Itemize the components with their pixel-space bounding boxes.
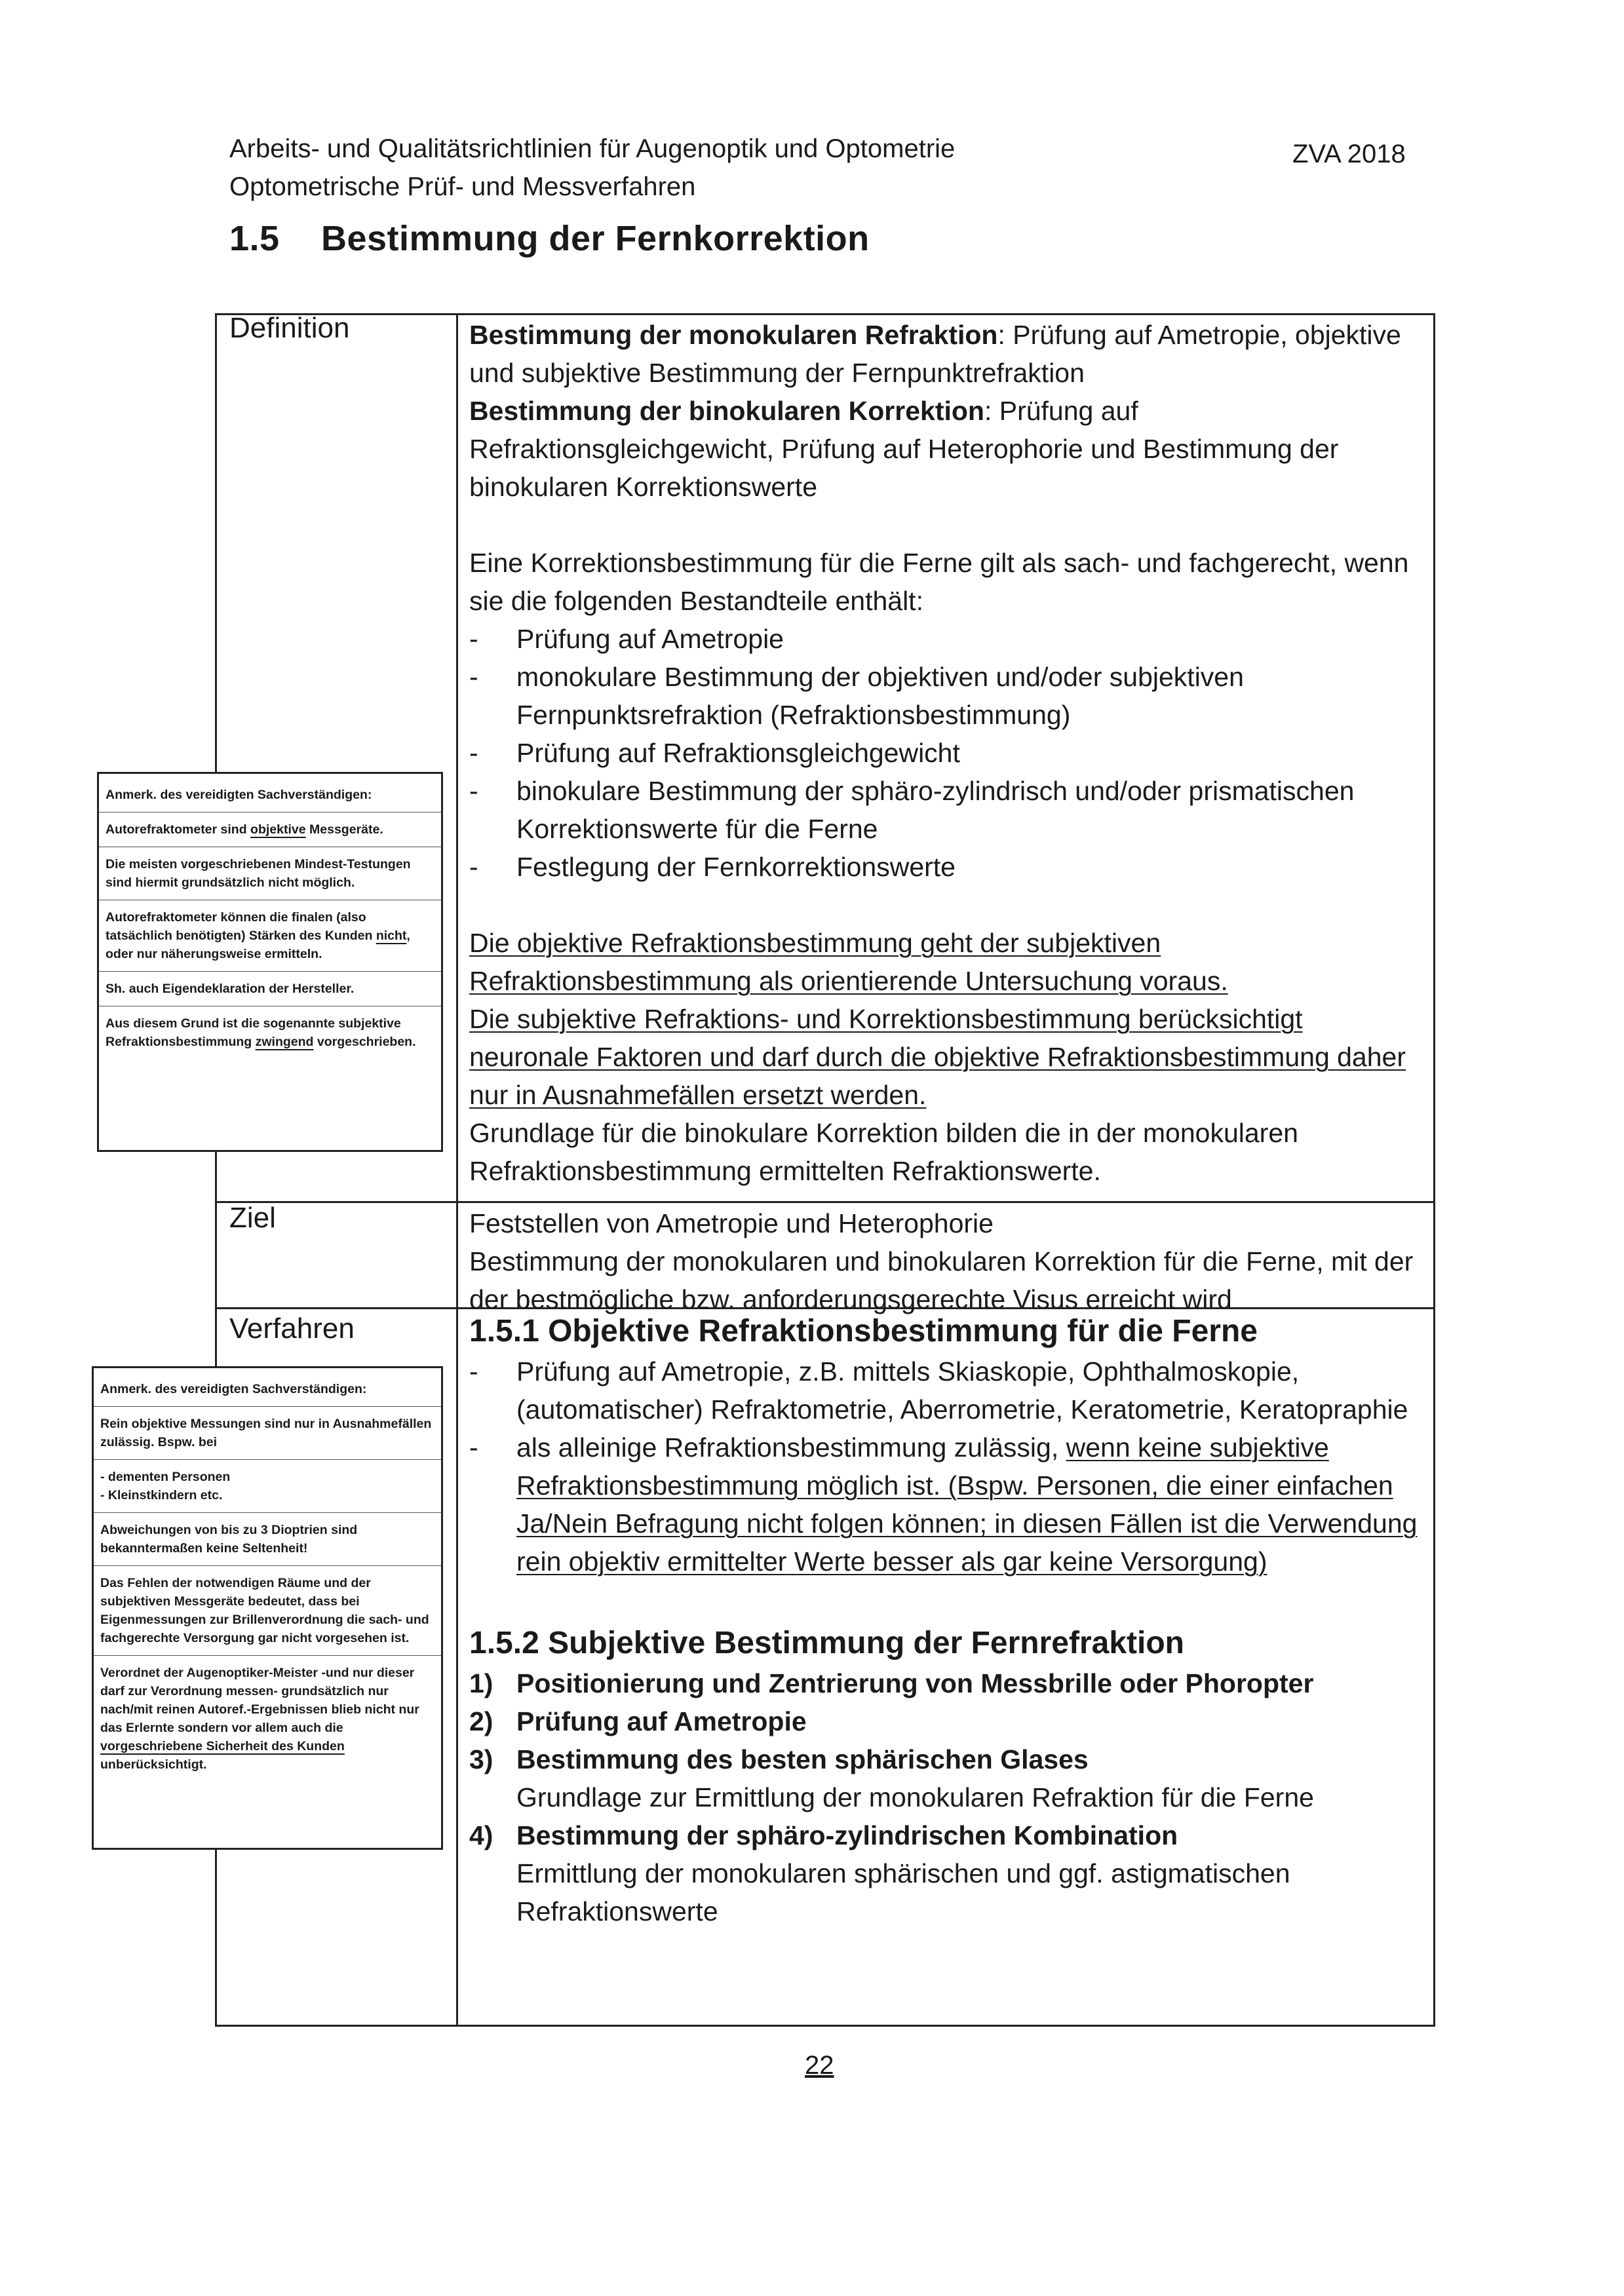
table-bottom-border <box>215 2025 1435 2027</box>
verfahren-bullet-2-underlined: wenn keine subjektive Refraktionsbestimmung möglich ist. (Bspw. Personen, die einer einfachen Ja/Nein Befragung nicht folgen können; in diesen Fällen ist die Verwendung rein objektiv ermittelter Werte besser als gar keine Versorgung) <box>516 1432 1418 1577</box>
verfahren-bullet-2-text: als alleinige Refraktionsbestimmung zulässig, <box>516 1432 1066 1463</box>
header-title: Arbeits- und Qualitätsrichtlinien für Augenoptik und Optometrie <box>229 134 956 163</box>
header-version: ZVA 2018 <box>1292 140 1406 168</box>
verfahren-content <box>469 1311 1420 1930</box>
definition-closing: Grundlage für die binokulare Korrektion bilden die in der monokularen Refraktionsbestimmung ermittelten Refraktionswerte. <box>469 1118 1298 1186</box>
definition-underlined-subjective: Die subjektive Refraktions- und Korrektionsbestimmung berücksichtigt neuronale Faktoren und darf durch die objektive Refraktionsbestimmung daher nur in Ausnahmefällen ersetzt werden. <box>469 1004 1406 1110</box>
heading-subjective: 1.5.2 Subjektive Bestimmung der Fernrefraktion <box>469 1626 1184 1660</box>
note2-heading: Anmerk. des vereidigten Sachverständigen: <box>100 1382 367 1396</box>
step-number: 3) <box>469 1744 493 1774</box>
definition-bullet-text: monokulare Bestimmung der objektiven und/oder subjektiven Fernpunktsrefraktion (Refraktionsbestimmung) <box>516 662 1244 730</box>
definition-bullet: - Festlegung der Fernkorrektionswerte <box>469 852 956 882</box>
step-1 <box>469 1664 1420 1702</box>
label-definition: Definition <box>229 312 350 344</box>
table-top-border <box>215 313 1435 315</box>
definition-binocular <box>469 392 1420 506</box>
step-3 <box>469 1740 1420 1816</box>
step-title: Positionierung und Zentrierung von Messbrille oder Phoropter <box>516 1668 1314 1698</box>
table-divider <box>456 313 458 2027</box>
step-text: Ermittlung der monokularen sphärischen und ggf. astigmatischen Refraktionswerte <box>516 1858 1290 1926</box>
note1-p3: Autorefraktometer können die finalen (also tatsächlich benötigten) Stärken des Kunden nicht, oder nur näherungsweise ermitteln. <box>106 910 410 961</box>
step-text: Grundlage zur Ermittlung der monokularen Refraktion für die Ferne <box>516 1782 1314 1812</box>
label-ziel: Ziel <box>229 1202 276 1234</box>
definition-underlined-objective: Die objektive Refraktionsbestimmung geht der subjektiven Refraktionsbestimmung als orientierende Untersuchung voraus. <box>469 928 1228 996</box>
definition-bullet: - binokulare Bestimmung der sphäro-zylindrisch und/oder prismatischen Korrektionswerte für die Ferne <box>469 776 1355 844</box>
step-title: Prüfung auf Ametropie <box>516 1706 807 1736</box>
section-title <box>229 218 870 259</box>
definition-monocular <box>469 316 1420 392</box>
header-subtitle: Optometrische Prüf- und Messverfahren <box>229 172 696 201</box>
section-number: 1.5 <box>229 219 280 258</box>
step-2 <box>469 1702 1420 1740</box>
note2-p1: Rein objektive Messungen sind nur in Ausnahmefällen zulässig. Bspw. bei <box>100 1417 432 1449</box>
note1-heading: Anmerk. des vereidigten Sachverständigen: <box>106 788 372 802</box>
definition-binocular-text: : Prüfung auf Refraktionsgleichgewicht, Prüfung auf Heterophorie und Bestimmung der binokularen Korrektionswerte <box>469 396 1339 502</box>
definition-monocular-term: Bestimmung der monokularen Refraktion <box>469 320 998 350</box>
ziel-line2: Bestimmung der monokularen und binokularen Korrektion für die Ferne, mit der der bestmögliche bzw. anforderungsgerechte Visus erreicht wird <box>469 1246 1414 1314</box>
definition-bullet-text: binokulare Bestimmung der sphäro-zylindrisch und/oder prismatischen Korrektionswerte für die Ferne <box>516 776 1355 844</box>
verfahren-bullet-1: - Prüfung auf Ametropie, z.B. mittels Skiaskopie, Ophthalmoskopie, (automatischer) Refraktometrie, Aberrometrie, Keratometrie, Keratopraphie <box>469 1356 1408 1425</box>
heading-objective: 1.5.1 Objektive Refraktionsbestimmung für die Ferne <box>469 1314 1258 1349</box>
note1-p2: Die meisten vorgeschriebenen Mindest-Testungen sind hiermit grundsätzlich nicht möglich. <box>106 857 411 890</box>
step-title: Bestimmung des besten sphärischen Glases <box>516 1744 1089 1774</box>
step-title: Bestimmung der sphäro-zylindrischen Kombination <box>516 1820 1178 1850</box>
definition-bullet: - Prüfung auf Refraktionsgleichgewicht <box>469 738 960 768</box>
definition-bullet: - monokulare Bestimmung der objektiven und/oder subjektiven Fernpunktsrefraktion (Refraktionsbestimmung) <box>469 662 1244 730</box>
definition-bullet: - Prüfung auf Ametropie <box>469 624 784 654</box>
expert-note-autorefractometer <box>97 772 443 1152</box>
note1-p4: Sh. auch Eigendeklaration der Hersteller. <box>106 982 355 996</box>
note2-p5: Verordnet der Augenoptiker-Meister -und nur dieser darf zur Verordnung messen- grundsätzlich nur nach/mit reinen Autoref.-Ergebnissen blieb nicht nur das Erlernte sondern vor allem auch die vorgeschriebene Sicherheit des Kunden unberücksichtigt. <box>100 1666 419 1772</box>
ziel-line1: Feststellen von Ametropie und Heterophorie <box>469 1208 994 1238</box>
verfahren-bullet-1-text: Prüfung auf Ametropie, z.B. mittels Skiaskopie, Ophthalmoskopie, (automatischer) Refraktometrie, Aberrometrie, Keratometrie, Keratopraphie <box>516 1356 1408 1425</box>
label-verfahren: Verfahren <box>229 1312 355 1345</box>
note2-p3: Abweichungen von bis zu 3 Dioptrien sind bekanntermaßen keine Seltenheit! <box>100 1523 358 1556</box>
table-right-border <box>1433 313 1435 2027</box>
verfahren-bullet-2: - als alleinige Refraktionsbestimmung zulässig, wenn keine subjektive Refraktionsbestimmung möglich ist. (Bspw. Personen, die einer einfachen Ja/Nein Befragung nicht folgen können; in diesen Fällen ist die Verwendung rein objektiv ermittelter Werte besser als gar keine Versorgung) <box>469 1432 1418 1577</box>
definition-bullet-text: Festlegung der Fernkorrektionswerte <box>516 852 956 882</box>
step-number: 2) <box>469 1706 493 1736</box>
ziel-content <box>469 1204 1420 1318</box>
section-title-text: Bestimmung der Fernkorrektion <box>321 219 870 258</box>
note2-p4: Das Fehlen der notwendigen Räume und der subjektiven Messgeräte bedeutet, dass bei Eigenmessungen zur Brillenverordnung die sach- und fachgerechte Versorgung gar nicht vorgesehen ist. <box>100 1576 429 1645</box>
note2-p2: - dementen Personen - Kleinstkindern etc. <box>100 1470 231 1502</box>
step-number: 4) <box>469 1820 493 1850</box>
expert-note-objective-only <box>92 1366 443 1850</box>
step-number: 1) <box>469 1668 493 1698</box>
note1-p5: Aus diesem Grund ist die sogenannte subjektive Refraktionsbestimmung zwingend vorgeschrieben. <box>106 1016 416 1049</box>
definition-content <box>469 316 1420 1190</box>
row-separator-ziel <box>215 1201 1435 1203</box>
definition-binocular-term: Bestimmung der binokularen Korrektion <box>469 396 984 426</box>
page-number: 22 <box>805 2051 834 2080</box>
definition-bullet-text: Prüfung auf Ametropie <box>516 624 784 654</box>
definition-intro: Eine Korrektionsbestimmung für die Ferne gilt als sach- und fachgerecht, wenn sie die folgenden Bestandteile enthält: <box>469 548 1409 616</box>
definition-bullet-text: Prüfung auf Refraktionsgleichgewicht <box>516 738 960 768</box>
note1-p1: Autorefraktometer sind objektive Messgeräte. <box>106 822 383 837</box>
step-4 <box>469 1816 1420 1930</box>
definition-monocular-text: : Prüfung auf Ametropie, objektive und subjektive Bestimmung der Fernpunktrefraktion <box>469 320 1401 388</box>
